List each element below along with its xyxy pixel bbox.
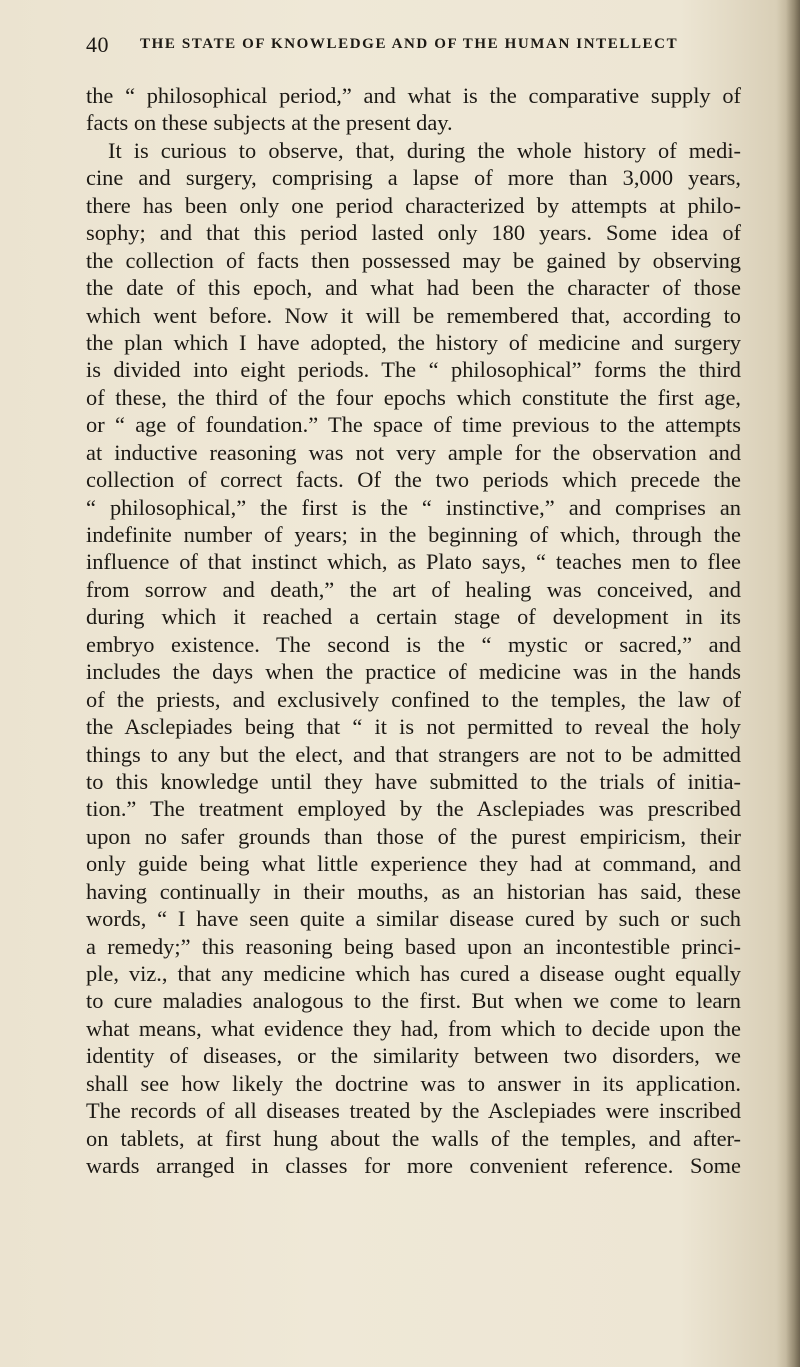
text-line: at inductive reasoning was not very ample for the observation and bbox=[86, 439, 741, 465]
text-line: of the priests, and exclusively confined to the temples, the law of bbox=[86, 686, 741, 712]
page-header bbox=[86, 32, 736, 62]
text-line: a remedy;” this reasoning being based upon an incontestible princi- bbox=[86, 933, 741, 959]
text-line: or “ age of foundation.” The space of time previous to the attempts bbox=[86, 412, 741, 438]
text-line: having continually in their mouths, as an historian has said, these bbox=[86, 878, 741, 904]
text-line: the plan which I have adopted, the history of medicine and surgery bbox=[86, 329, 741, 355]
text-line: words, “ I have seen quite a similar disease cured by such or such bbox=[86, 906, 741, 932]
text-line: of these, the third of the four epochs which constitute the first age, bbox=[86, 384, 741, 410]
page-edge-shadow bbox=[786, 0, 800, 1367]
text-line: identity of diseases, or the similarity between two disorders, we bbox=[86, 1043, 741, 1069]
body-text bbox=[86, 82, 776, 1180]
text-line: is divided into eight periods. The “ philosophical” forms the third bbox=[86, 357, 741, 383]
text-line: the “ philosophical period,” and what is the comparative supply of bbox=[86, 83, 741, 108]
text-line: the Asclepiades being that “ it is not permitted to reveal the holy bbox=[86, 714, 741, 740]
text-line: on tablets, at first hung about the walls of the temples, and after- bbox=[86, 1125, 741, 1151]
running-head: THE STATE OF KNOWLEDGE AND OF THE HUMAN INTELLECT bbox=[140, 36, 679, 52]
text-line: indefinite number of years; in the beginning of which, through the bbox=[86, 522, 741, 547]
text-line: “ philosophical,” the first is the “ instinctive,” and comprises an bbox=[86, 494, 741, 520]
text-line: things to any but the elect, and that strangers are not to be admitted bbox=[86, 741, 741, 767]
text-line: tion.” The treatment employed by the Asclepiades was prescribed bbox=[86, 796, 741, 822]
text-line: the date of this epoch, and what had been the character of those bbox=[86, 275, 741, 301]
text-line: there has been only one period characterized by attempts at philo- bbox=[86, 192, 741, 218]
text-line: cine and surgery, comprising a lapse of more than 3,000 years, bbox=[86, 165, 741, 191]
text-line: to cure maladies analogous to the first. But when we come to learn bbox=[86, 988, 741, 1014]
text-line: facts on these subjects at the present day. bbox=[86, 110, 453, 136]
text-line: the collection of facts then possessed may be gained by observing bbox=[86, 247, 741, 273]
text-line: wards arranged in classes for more convenient reference. Some bbox=[86, 1153, 741, 1179]
text-line: what means, what evidence they had, from which to decide upon the bbox=[86, 1015, 741, 1041]
text-line: The records of all diseases treated by the Asclepiades were inscribed bbox=[86, 1098, 741, 1124]
text-line: during which it reached a certain stage of development in its bbox=[86, 604, 741, 630]
text-line: upon no safer grounds than those of the purest empiricism, their bbox=[86, 823, 741, 849]
text-line: influence of that instinct which, as Plato says, “ teaches men to flee bbox=[86, 549, 741, 575]
text-line: It is curious to observe, that, during the whole history of medi- bbox=[108, 137, 741, 163]
text-line: which went before. Now it will be remembered that, according to bbox=[86, 302, 741, 328]
text-line: shall see how likely the doctrine was to answer in its application. bbox=[86, 1070, 741, 1096]
text-line: from sorrow and death,” the art of healing was conceived, and bbox=[86, 576, 741, 602]
text-line: to this knowledge until they have submitted to the trials of initia- bbox=[86, 768, 741, 794]
text-line: embryo existence. The second is the “ mystic or sacred,” and bbox=[86, 631, 741, 657]
text-line: only guide being what little experience they had at command, and bbox=[86, 851, 741, 877]
text-line: includes the days when the practice of medicine was in the hands bbox=[86, 659, 741, 685]
page-number: 40 bbox=[86, 32, 109, 57]
text-line: collection of correct facts. Of the two periods which precede the bbox=[86, 467, 741, 493]
text-line: ple, viz., that any medicine which has cured a disease ought equally bbox=[86, 961, 741, 986]
text-line: sophy; and that this period lasted only 180 years. Some idea of bbox=[86, 220, 741, 246]
